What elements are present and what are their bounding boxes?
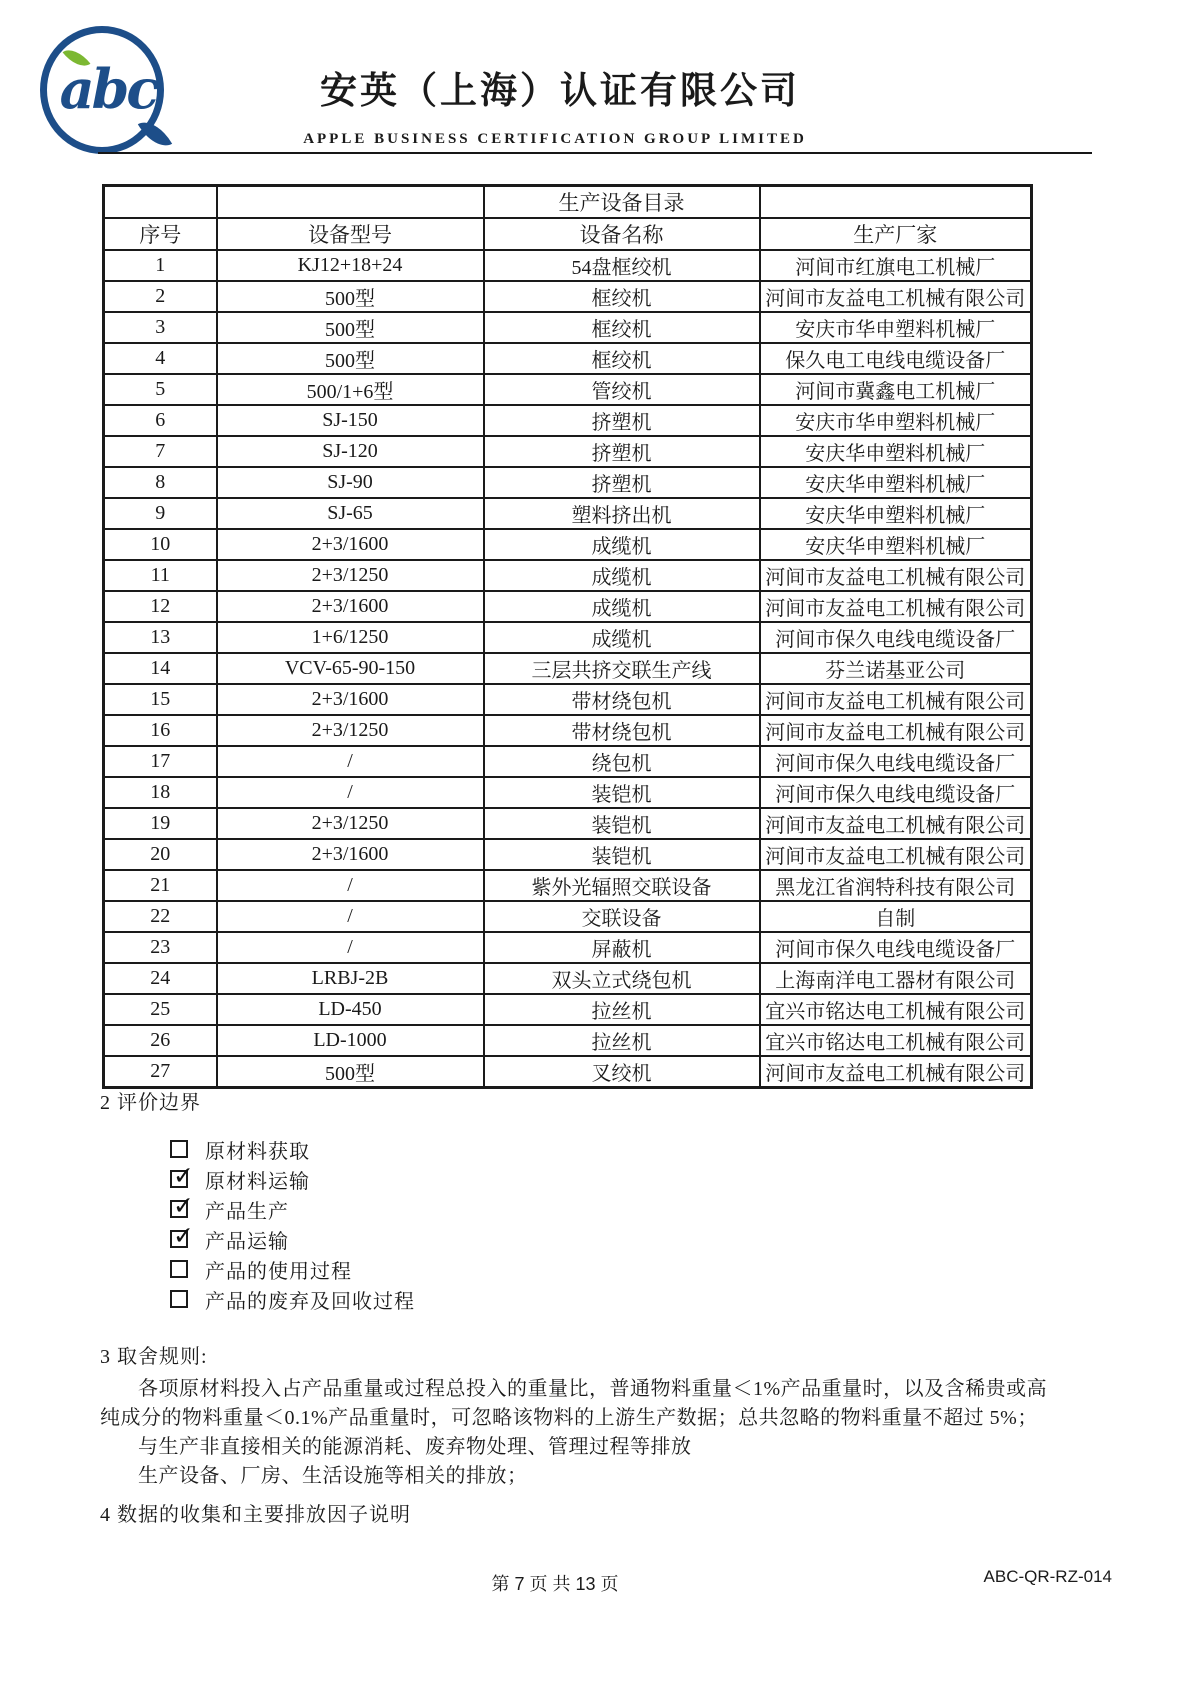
rules-text (100, 1375, 1100, 1491)
column-header-index: 序号 (104, 218, 217, 250)
table-cell: 带材绕包机 (484, 715, 760, 746)
table-cell: 7 (104, 436, 217, 467)
table-cell: 河间市友益电工机械有限公司 (760, 715, 1032, 746)
table-cell: 安庆华申塑料机械厂 (760, 436, 1032, 467)
table-cell: 三层共挤交联生产线 (484, 653, 760, 684)
checkbox-item (170, 1221, 415, 1254)
rule-line: 各项原材料投入占产品重量或过程总投入的重量比，普通物料重量＜1%产品重量时，以及含稀贵或高 (138, 1378, 1048, 1400)
checkbox-label: 产品运输 (205, 1230, 289, 1253)
table-cell: 交联设备 (484, 901, 760, 932)
checkbox-checked[interactable] (170, 1161, 194, 1190)
table-cell: 框绞机 (484, 343, 760, 374)
table-cell-empty (104, 186, 217, 219)
table-cell: 8 (104, 467, 217, 498)
check-icon: ✓ (173, 1191, 194, 1220)
table-cell: SJ-150 (217, 405, 484, 436)
checkbox-unchecked[interactable] (170, 1290, 188, 1308)
checkbox-label: 产品的废弃及回收过程 (205, 1290, 415, 1313)
table-cell: 宜兴市铭达电工机械有限公司 (760, 1025, 1032, 1056)
table-cell: 2+3/1600 (217, 529, 484, 560)
rule-line: 纯成分的物料重量＜0.1%产品重量时，可忽略该物料的上游生产数据；总共忽略的物料重量不超过 5%； (100, 1407, 1038, 1429)
table-cell: 1 (104, 250, 217, 281)
table-cell: 500型 (217, 312, 484, 343)
checkbox-item (170, 1191, 415, 1224)
table-cell: VCV-65-90-150 (217, 653, 484, 684)
company-name-en: APPLE BUSINESS CERTIFICATION GROUP LIMITED (303, 131, 807, 147)
table-cell: 河间市友益电工机械有限公司 (760, 839, 1032, 870)
table-row (104, 467, 1032, 498)
table-cell: 安庆华申塑料机械厂 (760, 498, 1032, 529)
table-cell: 挤塑机 (484, 436, 760, 467)
table-cell: 3 (104, 312, 217, 343)
table-row (104, 839, 1032, 870)
table-row (104, 1056, 1032, 1088)
section3-heading: 3 取舍规则: (100, 1346, 208, 1368)
table-row (104, 498, 1032, 529)
table-cell: 成缆机 (484, 529, 760, 560)
checkbox-label: 原材料获取 (205, 1140, 310, 1163)
table-row (104, 374, 1032, 405)
checkbox-item (170, 1284, 415, 1314)
table-cell: SJ-120 (217, 436, 484, 467)
table-cell: 自制 (760, 901, 1032, 932)
table-row (104, 715, 1032, 746)
table-cell: 成缆机 (484, 622, 760, 653)
table-cell: 500型 (217, 1056, 484, 1088)
table-cell: 保久电工电线电缆设备厂 (760, 343, 1032, 374)
table-cell: 拉丝机 (484, 1025, 760, 1056)
table-cell: 500/1+6型 (217, 374, 484, 405)
table-cell: 17 (104, 746, 217, 777)
table-cell: 装铠机 (484, 777, 760, 808)
table-row (104, 1025, 1032, 1056)
table-row (104, 436, 1032, 467)
table-cell: 挤塑机 (484, 405, 760, 436)
document-code: ABC-QR-RZ-014 (983, 1567, 1112, 1586)
table-cell: 管绞机 (484, 374, 760, 405)
table-cell: 河间市冀鑫电工机械厂 (760, 374, 1032, 405)
table-cell: / (217, 870, 484, 901)
column-header-name: 设备名称 (484, 218, 760, 250)
table-cell: 河间市友益电工机械有限公司 (760, 560, 1032, 591)
table-row (104, 994, 1032, 1025)
table-cell: 12 (104, 591, 217, 622)
table-row (104, 963, 1032, 994)
section4-heading: 4 数据的收集和主要排放因子说明 (100, 1504, 411, 1526)
table-cell: 25 (104, 994, 217, 1025)
table-cell: 框绞机 (484, 281, 760, 312)
table-cell: / (217, 746, 484, 777)
table-row (104, 281, 1032, 312)
table-row (104, 529, 1032, 560)
table-cell: 河间市保久电线电缆设备厂 (760, 622, 1032, 653)
table-cell: 23 (104, 932, 217, 963)
table-cell: SJ-90 (217, 467, 484, 498)
checkbox-label: 产品生产 (205, 1200, 289, 1223)
boundary-checklist (170, 1134, 415, 1314)
table-cell: 22 (104, 901, 217, 932)
table-cell: 2+3/1600 (217, 591, 484, 622)
table-cell: 紫外光辐照交联设备 (484, 870, 760, 901)
table-cell: 19 (104, 808, 217, 839)
table-row (104, 932, 1032, 963)
equipment-table (102, 184, 1033, 1089)
table-cell: 13 (104, 622, 217, 653)
table-cell: 6 (104, 405, 217, 436)
table-cell: 河间市友益电工机械有限公司 (760, 684, 1032, 715)
table-row (104, 777, 1032, 808)
table-cell-empty (217, 186, 484, 219)
table-cell: 拉丝机 (484, 994, 760, 1025)
rule-line: 与生产非直接相关的能源消耗、废弃物处理、管理过程等排放 (138, 1436, 692, 1458)
checkbox-unchecked[interactable] (170, 1140, 188, 1158)
table-title-row (104, 186, 1032, 219)
table-row (104, 684, 1032, 715)
column-header-model: 设备型号 (217, 218, 484, 250)
table-cell: 10 (104, 529, 217, 560)
table-cell: 叉绞机 (484, 1056, 760, 1088)
table-cell: 成缆机 (484, 560, 760, 591)
table-row (104, 560, 1032, 591)
table-cell: 11 (104, 560, 217, 591)
table-cell: 16 (104, 715, 217, 746)
table-cell: 装铠机 (484, 808, 760, 839)
table-cell: 安庆华申塑料机械厂 (760, 529, 1032, 560)
table-cell: 黑龙江省润特科技有限公司 (760, 870, 1032, 901)
table-row (104, 653, 1032, 684)
table-row (104, 343, 1032, 374)
company-name-cn: 安英（上海）认证有限公司 (320, 71, 800, 112)
table-row (104, 250, 1032, 281)
table-cell: 成缆机 (484, 591, 760, 622)
table-cell: 54盘框绞机 (484, 250, 760, 281)
table-cell: 河间市保久电线电缆设备厂 (760, 746, 1032, 777)
table-cell: 绕包机 (484, 746, 760, 777)
table-cell: 2 (104, 281, 217, 312)
table-cell: 河间市友益电工机械有限公司 (760, 591, 1032, 622)
table-header-row (104, 218, 1032, 250)
check-icon: ✓ (173, 1221, 194, 1250)
table-cell: 9 (104, 498, 217, 529)
table-cell: LD-1000 (217, 1025, 484, 1056)
column-header-manufacturer: 生产厂家 (760, 218, 1032, 250)
checkbox-item (170, 1254, 415, 1284)
table-row (104, 591, 1032, 622)
checkbox-unchecked[interactable] (170, 1260, 188, 1278)
table-cell: 14 (104, 653, 217, 684)
table-row (104, 808, 1032, 839)
table-cell: 河间市友益电工机械有限公司 (760, 808, 1032, 839)
table-cell: 河间市保久电线电缆设备厂 (760, 932, 1032, 963)
rule-line: 生产设备、厂房、生活设施等相关的排放； (138, 1465, 528, 1487)
table-cell: 屏蔽机 (484, 932, 760, 963)
check-icon: ✓ (173, 1161, 194, 1190)
logo-text: abc (59, 57, 157, 121)
table-cell: LRBJ-2B (217, 963, 484, 994)
table-cell: 18 (104, 777, 217, 808)
table-cell: 框绞机 (484, 312, 760, 343)
table-cell: KJ12+18+24 (217, 250, 484, 281)
table-cell: LD-450 (217, 994, 484, 1025)
table-cell: 1+6/1250 (217, 622, 484, 653)
table-cell: 安庆华申塑料机械厂 (760, 467, 1032, 498)
table-cell: 5 (104, 374, 217, 405)
table-cell: 24 (104, 963, 217, 994)
section2-heading: 2 评价边界 (100, 1092, 201, 1114)
table-cell: 2+3/1600 (217, 684, 484, 715)
table-cell: 500型 (217, 281, 484, 312)
table-cell: 2+3/1600 (217, 839, 484, 870)
table-cell: 宜兴市铭达电工机械有限公司 (760, 994, 1032, 1025)
table-row (104, 746, 1032, 777)
table-cell: 21 (104, 870, 217, 901)
table-cell: 2+3/1250 (217, 560, 484, 591)
table-cell: 河间市保久电线电缆设备厂 (760, 777, 1032, 808)
table-cell: 15 (104, 684, 217, 715)
table-cell: 2+3/1250 (217, 715, 484, 746)
table-cell: 上海南洋电工器材有限公司 (760, 963, 1032, 994)
table-cell: / (217, 777, 484, 808)
table-cell: 芬兰诺基亚公司 (760, 653, 1032, 684)
table-row (104, 870, 1032, 901)
table-row (104, 405, 1032, 436)
table-cell: 挤塑机 (484, 467, 760, 498)
header-divider (98, 152, 1092, 154)
table-cell: 双头立式绕包机 (484, 963, 760, 994)
table-cell: 带材绕包机 (484, 684, 760, 715)
table-cell: 500型 (217, 343, 484, 374)
table-cell: / (217, 932, 484, 963)
table-cell: 河间市红旗电工机械厂 (760, 250, 1032, 281)
table-cell: 20 (104, 839, 217, 870)
table-cell: 安庆市华申塑料机械厂 (760, 312, 1032, 343)
checkbox-item (170, 1161, 415, 1194)
table-cell: 安庆市华申塑料机械厂 (760, 405, 1032, 436)
checkbox-checked[interactable] (170, 1191, 194, 1220)
table-row (104, 901, 1032, 932)
table-cell: 河间市友益电工机械有限公司 (760, 281, 1032, 312)
table-title: 生产设备目录 (484, 186, 760, 219)
checkbox-label: 产品的使用过程 (205, 1260, 352, 1283)
table-cell: 26 (104, 1025, 217, 1056)
table-cell: 装铠机 (484, 839, 760, 870)
checkbox-label: 原材料运输 (205, 1170, 310, 1193)
table-cell: SJ-65 (217, 498, 484, 529)
table-cell: 河间市友益电工机械有限公司 (760, 1056, 1032, 1088)
table-cell: 2+3/1250 (217, 808, 484, 839)
table-cell: / (217, 901, 484, 932)
section3 (100, 1340, 1100, 1491)
checkbox-item (170, 1134, 415, 1164)
table-row (104, 622, 1032, 653)
table-cell: 塑料挤出机 (484, 498, 760, 529)
table-cell: 27 (104, 1056, 217, 1088)
checkbox-checked[interactable] (170, 1221, 194, 1250)
page-number: 第 7 页 共 13 页 (491, 1574, 619, 1594)
table-cell: 4 (104, 343, 217, 374)
table-row (104, 312, 1032, 343)
table-cell-empty (760, 186, 1032, 219)
